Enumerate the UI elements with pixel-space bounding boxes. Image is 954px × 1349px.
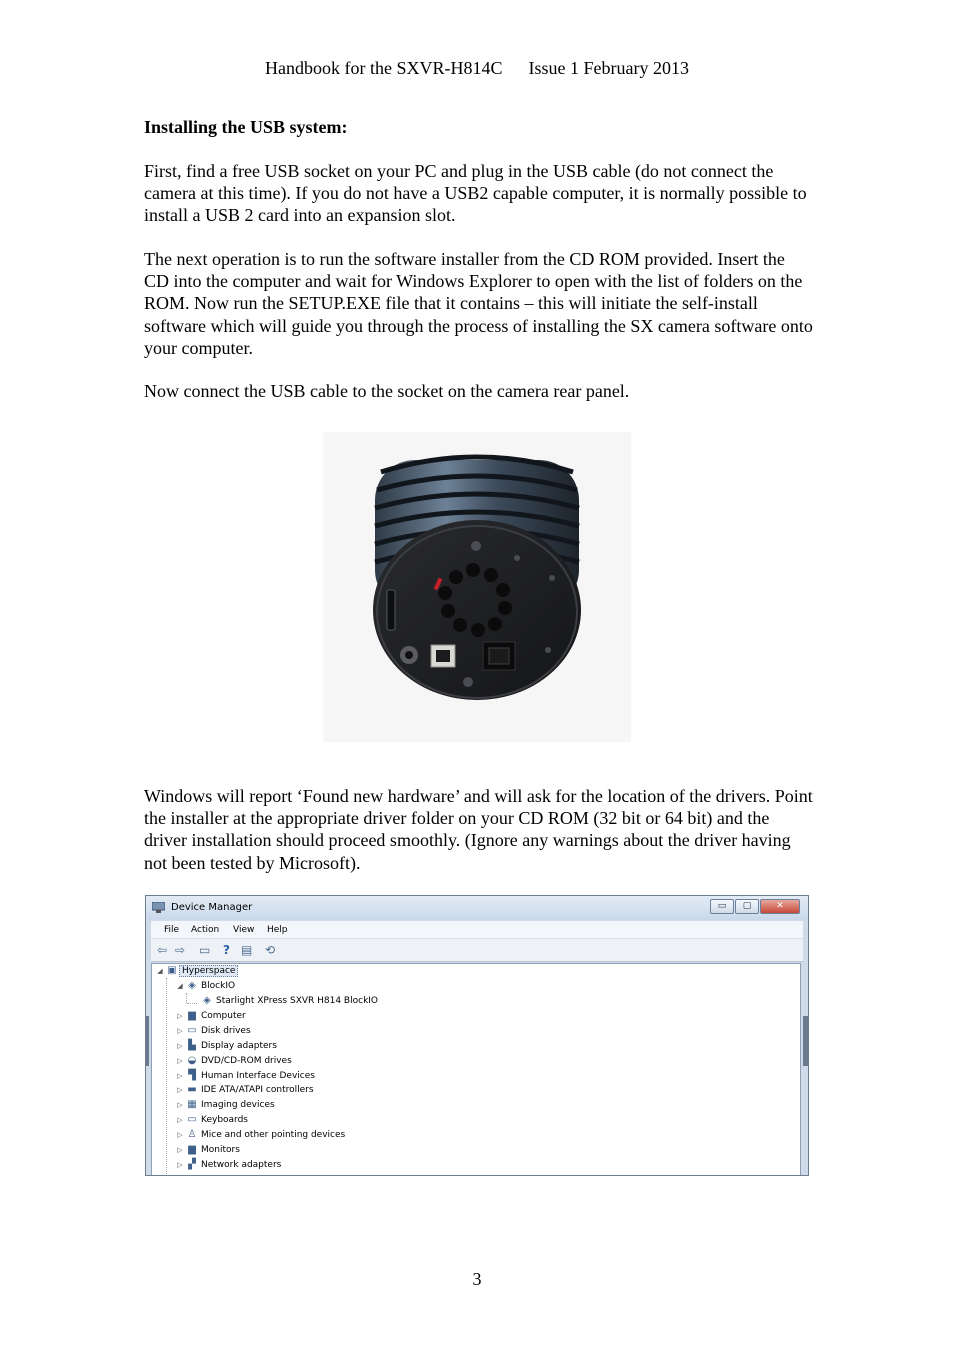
expand-arrow-icon[interactable]: ▷ xyxy=(177,1086,183,1094)
properties-icon[interactable]: ▤ xyxy=(241,943,253,957)
optical-drive-icon: ◒ xyxy=(187,1055,197,1066)
expand-arrow-icon[interactable]: ▷ xyxy=(177,1116,183,1124)
section-heading: Installing the USB system: xyxy=(144,117,348,137)
diamond-device-icon: ◈ xyxy=(188,980,196,991)
expand-arrow-icon[interactable]: ▷ xyxy=(177,1057,183,1065)
tree-root[interactable]: ◢ ▣ Hyperspace xyxy=(155,964,238,978)
tree-connector xyxy=(166,978,167,1174)
paragraph-connect-cable: Now connect the USB cable to the socket on the camera rear panel. xyxy=(144,381,630,401)
issue-date: Issue 1 February 2013 xyxy=(528,58,689,78)
tree-node-starlight-device[interactable]: ◈ Starlight XPress SXVR H814 BlockIO xyxy=(200,994,380,1008)
tree-node-network-adapters[interactable]: ▷ ▞ Network adapters xyxy=(175,1158,283,1172)
hid-icon: ▜ xyxy=(188,1070,196,1081)
expand-arrow-icon[interactable]: ▷ xyxy=(177,1072,183,1080)
display-adapter-icon: ▙ xyxy=(188,1040,196,1051)
forward-arrow-icon[interactable]: ⇨ xyxy=(175,943,186,957)
tree-node-imaging-devices[interactable]: ▷ ▦ Imaging devices xyxy=(175,1098,277,1112)
scan-hardware-icon[interactable]: ⟲ xyxy=(265,943,276,957)
expand-arrow-icon[interactable]: ▷ xyxy=(177,1161,183,1169)
window-controls xyxy=(709,899,800,915)
mouse-icon: ♙ xyxy=(187,1129,197,1140)
window-title: Device Manager xyxy=(171,902,253,913)
menu-file[interactable]: File xyxy=(164,925,180,935)
monitor-icon: ▆ xyxy=(188,1144,196,1155)
tree-node-mice[interactable]: ▷ ♙ Mice and other pointing devices xyxy=(175,1128,347,1142)
tree-node-disk-drives[interactable]: ▷ ▭ Disk drives xyxy=(175,1024,253,1038)
tree-connector-branch xyxy=(187,1003,197,1004)
expand-arrow-icon[interactable]: ▷ xyxy=(177,1131,183,1139)
menu-view[interactable]: View xyxy=(233,925,255,935)
menu-action[interactable]: Action xyxy=(191,925,220,935)
expand-arrow-icon[interactable]: ▷ xyxy=(177,1012,183,1020)
device-tree xyxy=(151,963,801,1175)
camera-rear-photo xyxy=(323,432,631,742)
menu-help[interactable]: Help xyxy=(267,925,288,935)
back-arrow-icon[interactable]: ⇦ xyxy=(157,943,168,957)
menu-bar xyxy=(151,921,803,939)
minimize-button[interactable]: ▭ xyxy=(710,899,734,914)
tree-node-ide-controllers[interactable]: ▷ ▬ IDE ATA/ATAPI controllers xyxy=(175,1083,316,1097)
window-right-edge xyxy=(803,1016,808,1066)
tree-node-monitors[interactable]: ▷ ▆ Monitors xyxy=(175,1143,242,1157)
page-number: 3 xyxy=(472,1269,482,1289)
tree-node-display-adapters[interactable]: ▷ ▙ Display adapters xyxy=(175,1039,279,1053)
network-icon: ▞ xyxy=(188,1159,196,1170)
camera-icon: ▦ xyxy=(187,1099,197,1110)
toolbar xyxy=(151,939,803,962)
keyboard-icon: ▭ xyxy=(187,1114,197,1125)
paragraph-found-hardware: Windows will report ‘Found new hardware’ and will ask for the location of the drivers. Point the installer at the appropriate driver folder on your CD ROM (32 bit or 64 bit) and the driver installation should proceed smoothly. (Ignore any warnings about the driver having not been tested by Microsoft). xyxy=(144,786,813,873)
show-hide-tree-icon[interactable]: ▭ xyxy=(199,943,211,957)
title-bar[interactable] xyxy=(146,896,808,920)
paragraph-software-install: The next operation is to run the software installer from the CD ROM provided. Insert the CD into the computer and wait for Windows Explorer to open with the list of folders on the ROM. Now run the SETUP.EXE file that it contains – this will initiate the self-install software which will guide you through the process of installing the SX camera software onto your computer. xyxy=(144,249,813,358)
expand-arrow-icon[interactable]: ▷ xyxy=(177,1101,183,1109)
computer-icon: ▣ xyxy=(167,965,177,976)
tree-node-blockio[interactable]: ◢ ◈ BlockIO xyxy=(175,979,237,993)
page-header xyxy=(0,58,954,79)
collapse-arrow-icon[interactable]: ◢ xyxy=(157,967,163,975)
tree-node-computer[interactable]: ▷ ▆ Computer xyxy=(175,1009,248,1023)
device-manager-icon xyxy=(152,902,165,913)
expand-arrow-icon[interactable]: ▷ xyxy=(177,1146,183,1154)
tree-connector-child xyxy=(186,993,187,1003)
tree-node-hid[interactable]: ▷ ▜ Human Interface Devices xyxy=(175,1069,317,1083)
handbook-title: Handbook for the SXVR-H814C xyxy=(265,58,503,78)
expand-arrow-icon[interactable]: ▷ xyxy=(177,1027,183,1035)
help-icon[interactable]: ? xyxy=(223,943,230,957)
close-button[interactable]: ✕ xyxy=(760,899,800,914)
diamond-device-icon: ◈ xyxy=(203,995,211,1006)
camera-illustration xyxy=(323,432,631,742)
maximize-button[interactable]: ▢ xyxy=(735,899,759,914)
collapse-arrow-icon[interactable]: ◢ xyxy=(177,982,183,990)
tree-node-dvd-drives[interactable]: ▷ ◒ DVD/CD-ROM drives xyxy=(175,1054,294,1068)
tree-node-keyboards[interactable]: ▷ ▭ Keyboards xyxy=(175,1113,250,1127)
paragraph-usb-socket: First, find a free USB socket on your PC and plug in the USB cable (do not connect the camera at this time). If you do not have a USB2 capable computer, it is normally possible to install a USB 2 card into an expansion slot. xyxy=(144,161,807,226)
expand-arrow-icon[interactable]: ▷ xyxy=(177,1042,183,1050)
device-manager-window xyxy=(145,895,809,1176)
window-left-edge xyxy=(146,1016,149,1066)
monitor-icon: ▆ xyxy=(188,1010,196,1021)
disk-drive-icon: ▭ xyxy=(187,1025,197,1036)
controller-icon: ▬ xyxy=(187,1084,197,1095)
